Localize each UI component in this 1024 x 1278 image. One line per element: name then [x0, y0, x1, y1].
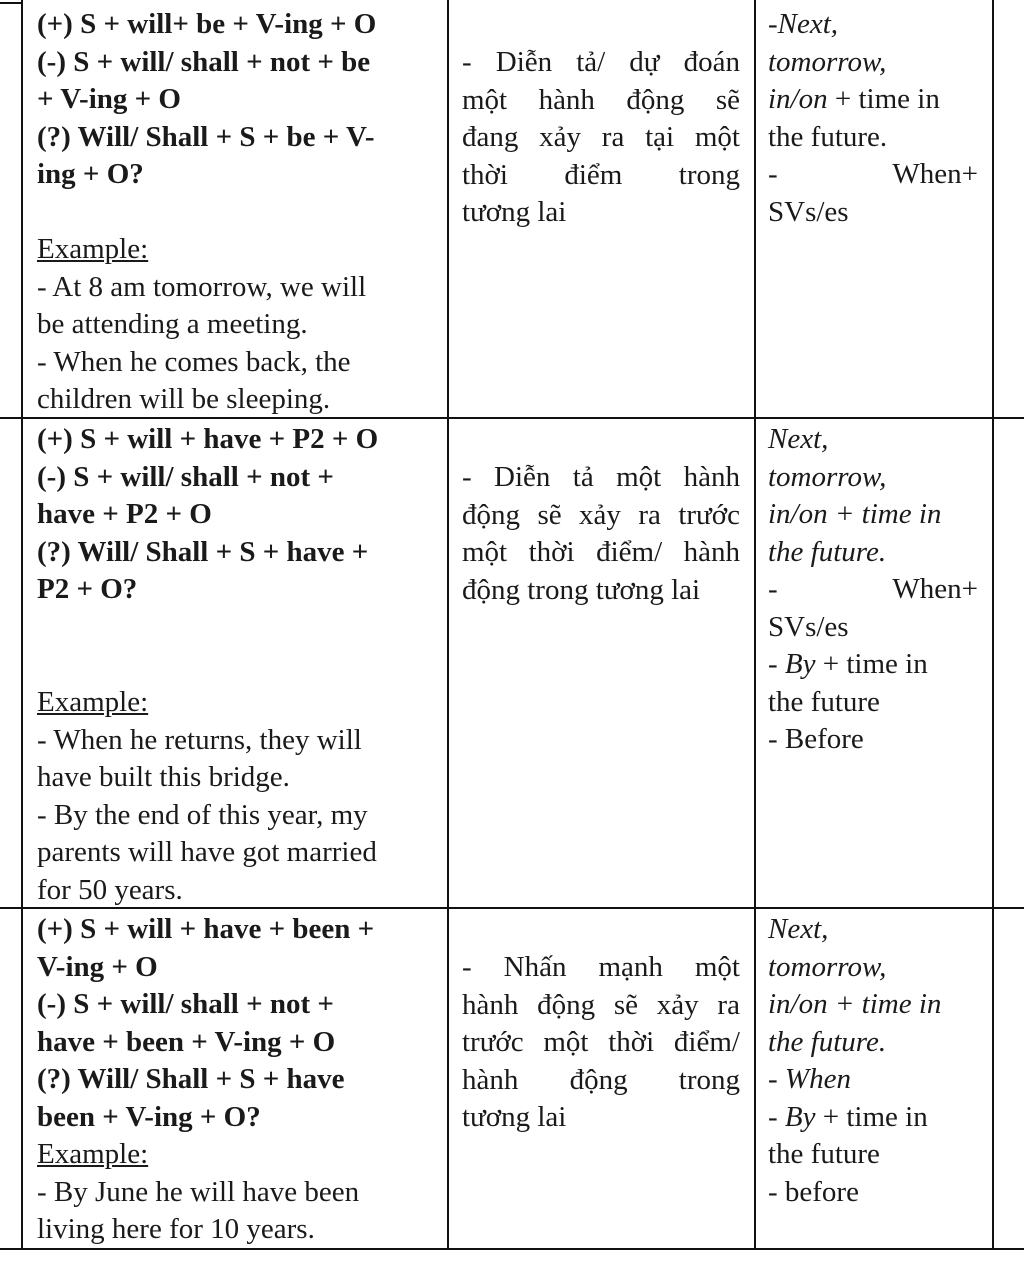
table-border-left: [21, 0, 23, 1250]
formula-line: (?) Will/ Shall + S + have: [37, 1063, 345, 1095]
usage-word: sẽ: [537, 498, 562, 531]
usage-word: ra: [601, 121, 625, 153]
usage-word: một: [694, 121, 740, 153]
usage-word: một: [462, 83, 508, 116]
example-line: - When he returns, they will: [37, 723, 362, 756]
formula-line: (-) S + will/ shall + not + be: [37, 45, 371, 78]
signal-text: -: [768, 158, 778, 190]
signal-text: When+: [892, 573, 978, 605]
usage-line: [462, 157, 740, 195]
usage-line: [462, 1024, 740, 1062]
usage-line: [462, 194, 740, 232]
usage-word: điểm: [564, 158, 623, 191]
usage-line: [462, 1099, 740, 1137]
formula-line: been + V-ing + O?: [37, 1100, 261, 1133]
signal-text: + time in: [815, 648, 928, 680]
usage-word: hành: [683, 461, 740, 493]
row-1-formula: [37, 6, 432, 194]
usage-word: thời: [462, 158, 508, 191]
signal-text: -: [768, 1100, 785, 1133]
signal-text: in/on + time in: [768, 498, 942, 530]
signal-text: the future: [768, 685, 880, 718]
formula-line: P2 + O?: [37, 573, 138, 605]
signal-text: SVs/es: [768, 610, 849, 643]
formula-line: (-) S + will/ shall + not +: [37, 460, 334, 493]
signal-line: [768, 721, 978, 759]
signal-text: the future.: [768, 120, 888, 153]
signal-text: -: [768, 573, 778, 605]
usage-line: [462, 534, 740, 572]
signal-line: [768, 1099, 978, 1137]
formula-line: (+) S + will + have + been +: [37, 913, 375, 945]
usage-word: ra: [717, 988, 740, 1021]
signal-text: When: [784, 1063, 851, 1095]
formula-line: (?) Will/ Shall + S + be + V-: [37, 120, 375, 153]
signal-text: Next,: [768, 423, 829, 455]
usage-word: -: [462, 46, 472, 78]
usage-word: tương lai: [462, 1101, 567, 1133]
signal-text: tomorrow,: [768, 460, 887, 493]
example-line: for 50 years.: [37, 873, 183, 906]
usage-word: động: [537, 988, 596, 1021]
signal-line: [768, 949, 978, 987]
usage-word: thời: [608, 1026, 655, 1058]
example-line: living here for 10 years.: [37, 1213, 315, 1245]
row-1-signal-cell: [768, 6, 978, 231]
signal-line: [768, 1024, 978, 1062]
usage-word: Diễn: [494, 461, 551, 493]
usage-line: [462, 459, 740, 497]
usage-word: trong: [678, 1063, 740, 1096]
usage-word: hành: [683, 536, 740, 568]
usage-word: hành: [538, 83, 595, 116]
signal-line: [768, 684, 978, 722]
signal-line: [768, 81, 978, 119]
row-3-formula-cell: [37, 911, 432, 1249]
signal-text: - Before: [768, 723, 864, 755]
signal-line: [768, 534, 978, 572]
example-label: Example:: [37, 233, 149, 265]
signal-line: [768, 571, 978, 609]
row-1-formula-cell: [37, 6, 432, 419]
usage-word: một: [543, 1026, 589, 1058]
signal-text: When+: [892, 158, 978, 190]
signal-line: [768, 496, 978, 534]
usage-word: sẽ: [613, 988, 639, 1021]
row-1-usage-cell: [462, 44, 740, 232]
signal-line: [768, 1174, 978, 1212]
usage-word: tại: [645, 121, 675, 153]
usage-word: một: [462, 536, 508, 568]
usage-word: tả: [572, 461, 594, 493]
example-label: Example:: [37, 686, 149, 718]
usage-line: [462, 82, 740, 120]
usage-word: Diễn: [495, 46, 553, 78]
example-line: have built this bridge.: [37, 761, 290, 793]
usage-word: động trong tương lai: [462, 573, 701, 606]
usage-line: [462, 497, 740, 535]
usage-word: Nhấn: [503, 951, 567, 983]
usage-word: hành: [462, 988, 519, 1021]
example-line: - By the end of this year, my: [37, 798, 368, 831]
row-2-signal-cell: [768, 421, 978, 759]
usage-word: đoán: [683, 46, 740, 78]
usage-word: hành: [462, 1063, 519, 1096]
formula-line: have + been + V-ing + O: [37, 1025, 336, 1058]
usage-word: dự: [629, 46, 660, 78]
row-3-signal-cell: [768, 911, 978, 1211]
signal-text: SVs/es: [768, 195, 849, 228]
formula-line: ing + O?: [37, 158, 144, 190]
usage-word: sẽ: [715, 83, 740, 116]
signal-text: -Next,: [768, 8, 839, 40]
signal-line: [768, 421, 978, 459]
signal-line: [768, 119, 978, 157]
row-2-usage-cell: [462, 459, 740, 609]
signal-line: [768, 156, 978, 194]
signal-line: [768, 459, 978, 497]
signal-text: the future.: [768, 535, 887, 568]
example-line: - At 8 am tomorrow, we will: [37, 270, 367, 303]
usage-word: trước: [462, 1026, 524, 1058]
formula-line: have + P2 + O: [37, 498, 212, 530]
formula-line: (?) Will/ Shall + S + have +: [37, 535, 369, 568]
signal-line: [768, 646, 978, 684]
signal-text: the future.: [768, 1025, 887, 1058]
table-divider-1: [447, 0, 449, 1250]
formula-line: V-ing + O: [37, 950, 158, 983]
signal-text: + time in: [827, 83, 940, 115]
formula-line: (+) S + will + have + P2 + O: [37, 423, 379, 455]
usage-word: một: [694, 951, 740, 983]
usage-word: đang: [462, 121, 519, 153]
signal-text: tomorrow,: [768, 45, 887, 78]
usage-line: [462, 1062, 740, 1100]
signal-text: -: [768, 1063, 785, 1095]
usage-word: động: [569, 1063, 628, 1096]
signal-line: [768, 1136, 978, 1174]
signal-line: [768, 986, 978, 1024]
usage-word: tả/: [576, 46, 606, 78]
usage-line: [462, 572, 740, 610]
signal-text: - before: [768, 1175, 859, 1208]
example-line: be attending a meeting.: [37, 308, 308, 340]
signal-text: in/on: [768, 83, 828, 115]
row-2-formula-cell: [37, 421, 432, 909]
signal-text: tomorrow,: [768, 950, 887, 983]
signal-line: [768, 6, 978, 44]
usage-word: động: [626, 83, 685, 116]
row-3-usage-cell: [462, 949, 740, 1137]
usage-word: xảy: [539, 121, 582, 153]
table-top-stub: [0, 2, 22, 4]
signal-line: [768, 911, 978, 949]
signal-text: By: [784, 1100, 816, 1133]
example-line: children will be sleeping.: [37, 383, 331, 415]
formula-line: (+) S + will+ be + V-ing + O: [37, 8, 377, 40]
usage-word: điểm/: [673, 1026, 740, 1058]
table-divider-2: [754, 0, 756, 1250]
usage-word: trong: [678, 158, 740, 191]
signal-line: [768, 44, 978, 82]
usage-word: xảy: [579, 498, 621, 531]
signal-text: By: [784, 648, 816, 680]
usage-word: động: [462, 498, 520, 531]
signal-text: -: [768, 648, 785, 680]
example-label: Example:: [37, 1138, 149, 1170]
signal-line: [768, 1061, 978, 1099]
usage-word: thời: [528, 536, 575, 568]
usage-line: [462, 987, 740, 1025]
signal-line: [768, 194, 978, 232]
usage-word: trước: [678, 498, 740, 531]
example-line: parents will have got married: [37, 836, 377, 868]
usage-word: xảy: [656, 988, 699, 1021]
signal-text: + time in: [815, 1100, 928, 1133]
formula-line: (-) S + will/ shall + not +: [37, 988, 334, 1020]
example-line: - By June he will have been: [37, 1175, 360, 1208]
signal-line: [768, 609, 978, 647]
table-divider-3: [992, 0, 994, 1250]
usage-word: tương lai: [462, 196, 567, 228]
usage-line: [462, 949, 740, 987]
usage-word: điểm/: [596, 536, 663, 568]
example-line: - When he comes back, the: [37, 345, 351, 378]
usage-word: ra: [638, 498, 661, 531]
signal-text: in/on + time in: [768, 988, 942, 1020]
usage-word: mạnh: [598, 951, 663, 983]
usage-word: -: [462, 951, 472, 983]
signal-text: Next,: [768, 913, 829, 945]
usage-word: một: [616, 461, 662, 493]
usage-line: [462, 44, 740, 82]
signal-text: the future: [768, 1138, 880, 1170]
usage-line: [462, 119, 740, 157]
usage-word: -: [462, 461, 472, 493]
formula-line: + V-ing + O: [37, 83, 181, 115]
